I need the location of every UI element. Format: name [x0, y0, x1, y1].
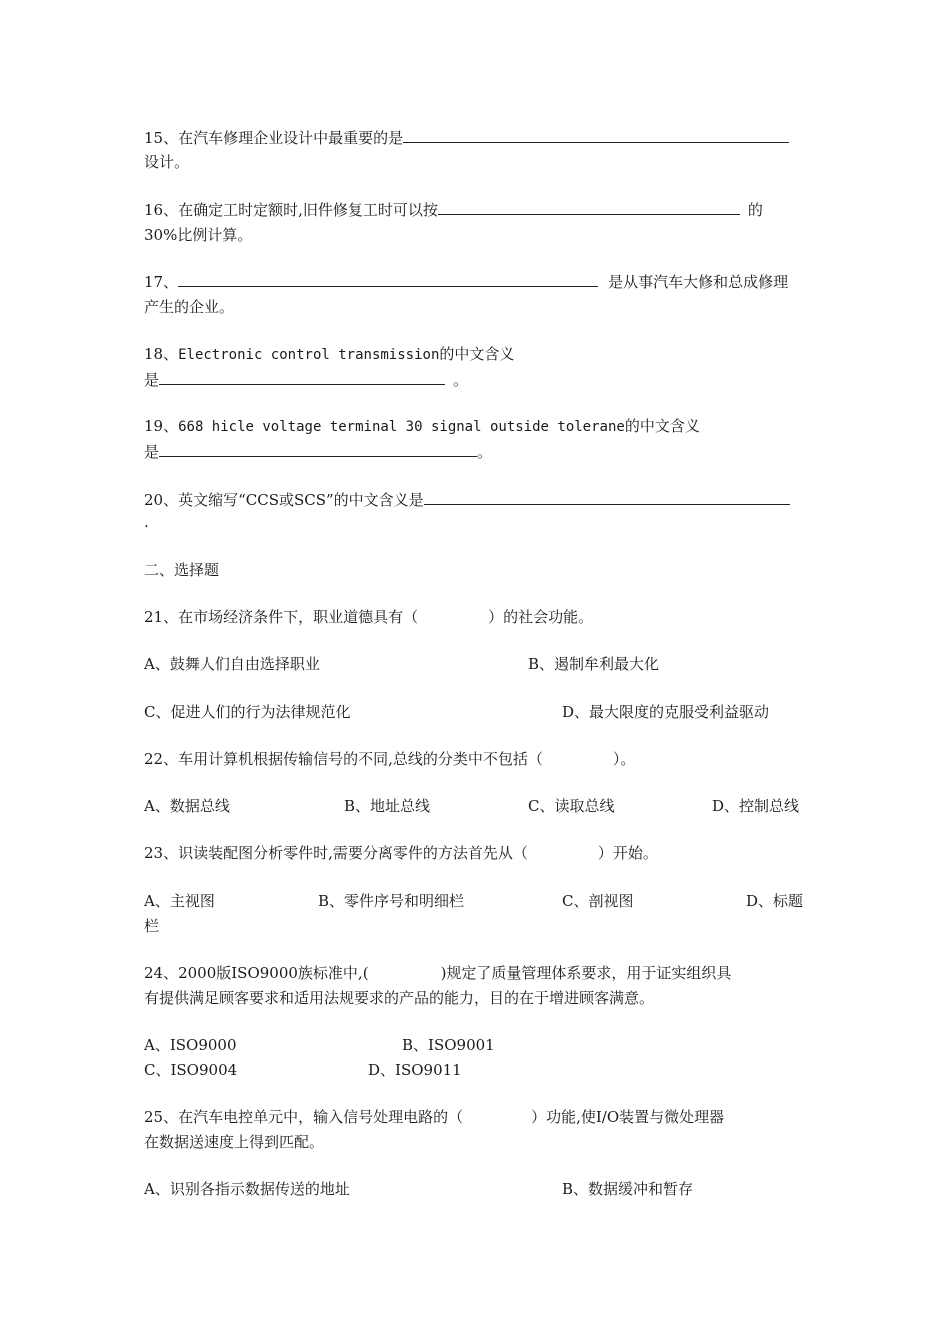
q22-stem-b: ）。	[612, 750, 636, 768]
q23-option-d-wrap: 栏	[144, 917, 160, 935]
q15-line1	[144, 127, 789, 148]
q17-num: 17、	[144, 273, 179, 291]
q17-answer-blank[interactable]	[178, 271, 598, 287]
q19-num: 19、	[144, 417, 179, 435]
q20-answer-blank[interactable]	[424, 489, 790, 505]
q24-stem-line2: 有提供满足顾客要求和适用法规要求的产品的能力，目的在于增进顾客满意。	[144, 989, 655, 1007]
q18-pre: 是	[144, 371, 160, 389]
q19-pre: 是	[144, 443, 160, 461]
q19-cn: 的中文含义	[624, 417, 700, 435]
q22-option-c[interactable]: C、读取总线	[528, 797, 615, 815]
q22-stem-a: 22、车用计算机根据传输信号的不同,总线的分类中不包括（	[144, 750, 543, 768]
q25-option-b[interactable]: B、数据缓冲和暂存	[562, 1180, 694, 1198]
q16-line2: 30%比例计算。	[144, 226, 253, 244]
q18-english-term: Electronic control transmission	[178, 347, 440, 363]
q19-end: 。	[477, 443, 493, 461]
q21-stem-a: 21、在市场经济条件下，职业道德具有（	[144, 608, 419, 626]
q25-stem	[144, 1107, 724, 1127]
q19-answer-blank[interactable]	[159, 441, 477, 457]
q21-option-d[interactable]: D、最大限度的克服受利益驱动	[562, 703, 770, 721]
q23-option-d[interactable]: D、标题	[746, 892, 804, 910]
q24-option-d[interactable]: D、ISO9011	[368, 1061, 462, 1079]
q15-line2: 设计。	[144, 153, 190, 171]
q16-line1	[144, 199, 763, 220]
q24-option-b[interactable]: B、ISO9001	[402, 1036, 495, 1054]
q20-line1	[144, 489, 790, 510]
q24-stem-a: 24、2000版ISO9000族标准中,(	[144, 964, 369, 982]
q22-option-d[interactable]: D、控制总线	[712, 797, 800, 815]
q23-option-b[interactable]: B、零件序号和明细栏	[318, 892, 465, 910]
q24-option-c[interactable]: C、ISO9004	[144, 1061, 238, 1079]
q21-stem-b: ）的社会功能。	[488, 608, 594, 626]
q23-stem-b: ）开始。	[597, 844, 658, 862]
q23-stem-a: 23、识读装配图分析零件时,需要分离零件的方法首先从（	[144, 844, 528, 862]
q18-num: 18、	[144, 345, 179, 363]
q16-stem: 16、在确定工时定额时,旧件修复工时可以按	[144, 201, 438, 219]
q25-option-a[interactable]: A、识别各指示数据传送的地址	[144, 1180, 350, 1198]
q20-stem: 20、英文缩写“CCS或SCS”的中文含义是	[144, 491, 424, 509]
q25-stem-line2: 在数据送速度上得到匹配。	[144, 1133, 325, 1151]
q15-answer-blank[interactable]	[403, 127, 789, 143]
q19-english-term: 668 hicle voltage terminal 30 signal outside tolerane	[178, 419, 625, 435]
q17-after: 是从事汽车大修和总成修理	[608, 273, 789, 291]
q19-line1	[144, 416, 700, 437]
q24-option-a[interactable]: A、ISO9000	[144, 1036, 237, 1054]
q15-stem: 15、在汽车修理企业设计中最重要的是	[144, 129, 404, 147]
q18-cn: 的中文含义	[439, 345, 515, 363]
q24-stem-b: )规定了质量管理体系要求，用于证实组织具	[440, 964, 732, 982]
q22-option-b[interactable]: B、地址总线	[344, 797, 431, 815]
q21-option-a[interactable]: A、鼓舞人们自由选择职业	[144, 655, 320, 673]
q22-option-a[interactable]: A、数据总线	[144, 797, 230, 815]
q24-stem	[144, 963, 731, 983]
section-title: 二、选择题	[144, 561, 220, 579]
q18-answer-blank[interactable]	[159, 369, 445, 385]
q23-option-a[interactable]: A、主视图	[144, 892, 215, 910]
q18-end: 。	[453, 371, 469, 389]
q17-line2: 产生的企业。	[144, 298, 235, 316]
q23-stem	[144, 843, 658, 863]
q21-option-c[interactable]: C、促进人们的行为法律规范化	[144, 703, 351, 721]
q23-option-c[interactable]: C、剖视图	[562, 892, 634, 910]
q20-line2: .	[144, 513, 149, 531]
q25-stem-a: 25、在汽车电控单元中，输入信号处理电路的（	[144, 1108, 464, 1126]
q19-line2	[144, 441, 492, 462]
q21-stem	[144, 607, 593, 627]
q16-answer-blank[interactable]	[438, 199, 740, 215]
q22-stem	[144, 749, 635, 769]
q21-option-b[interactable]: B、遏制牟利最大化	[528, 655, 660, 673]
q25-stem-b: ）功能,使I/O装置与微处理器	[531, 1108, 725, 1126]
q16-after: 的	[747, 201, 763, 219]
q18-line2	[144, 369, 468, 390]
q17-line1	[144, 271, 788, 292]
q18-line1	[144, 344, 514, 365]
